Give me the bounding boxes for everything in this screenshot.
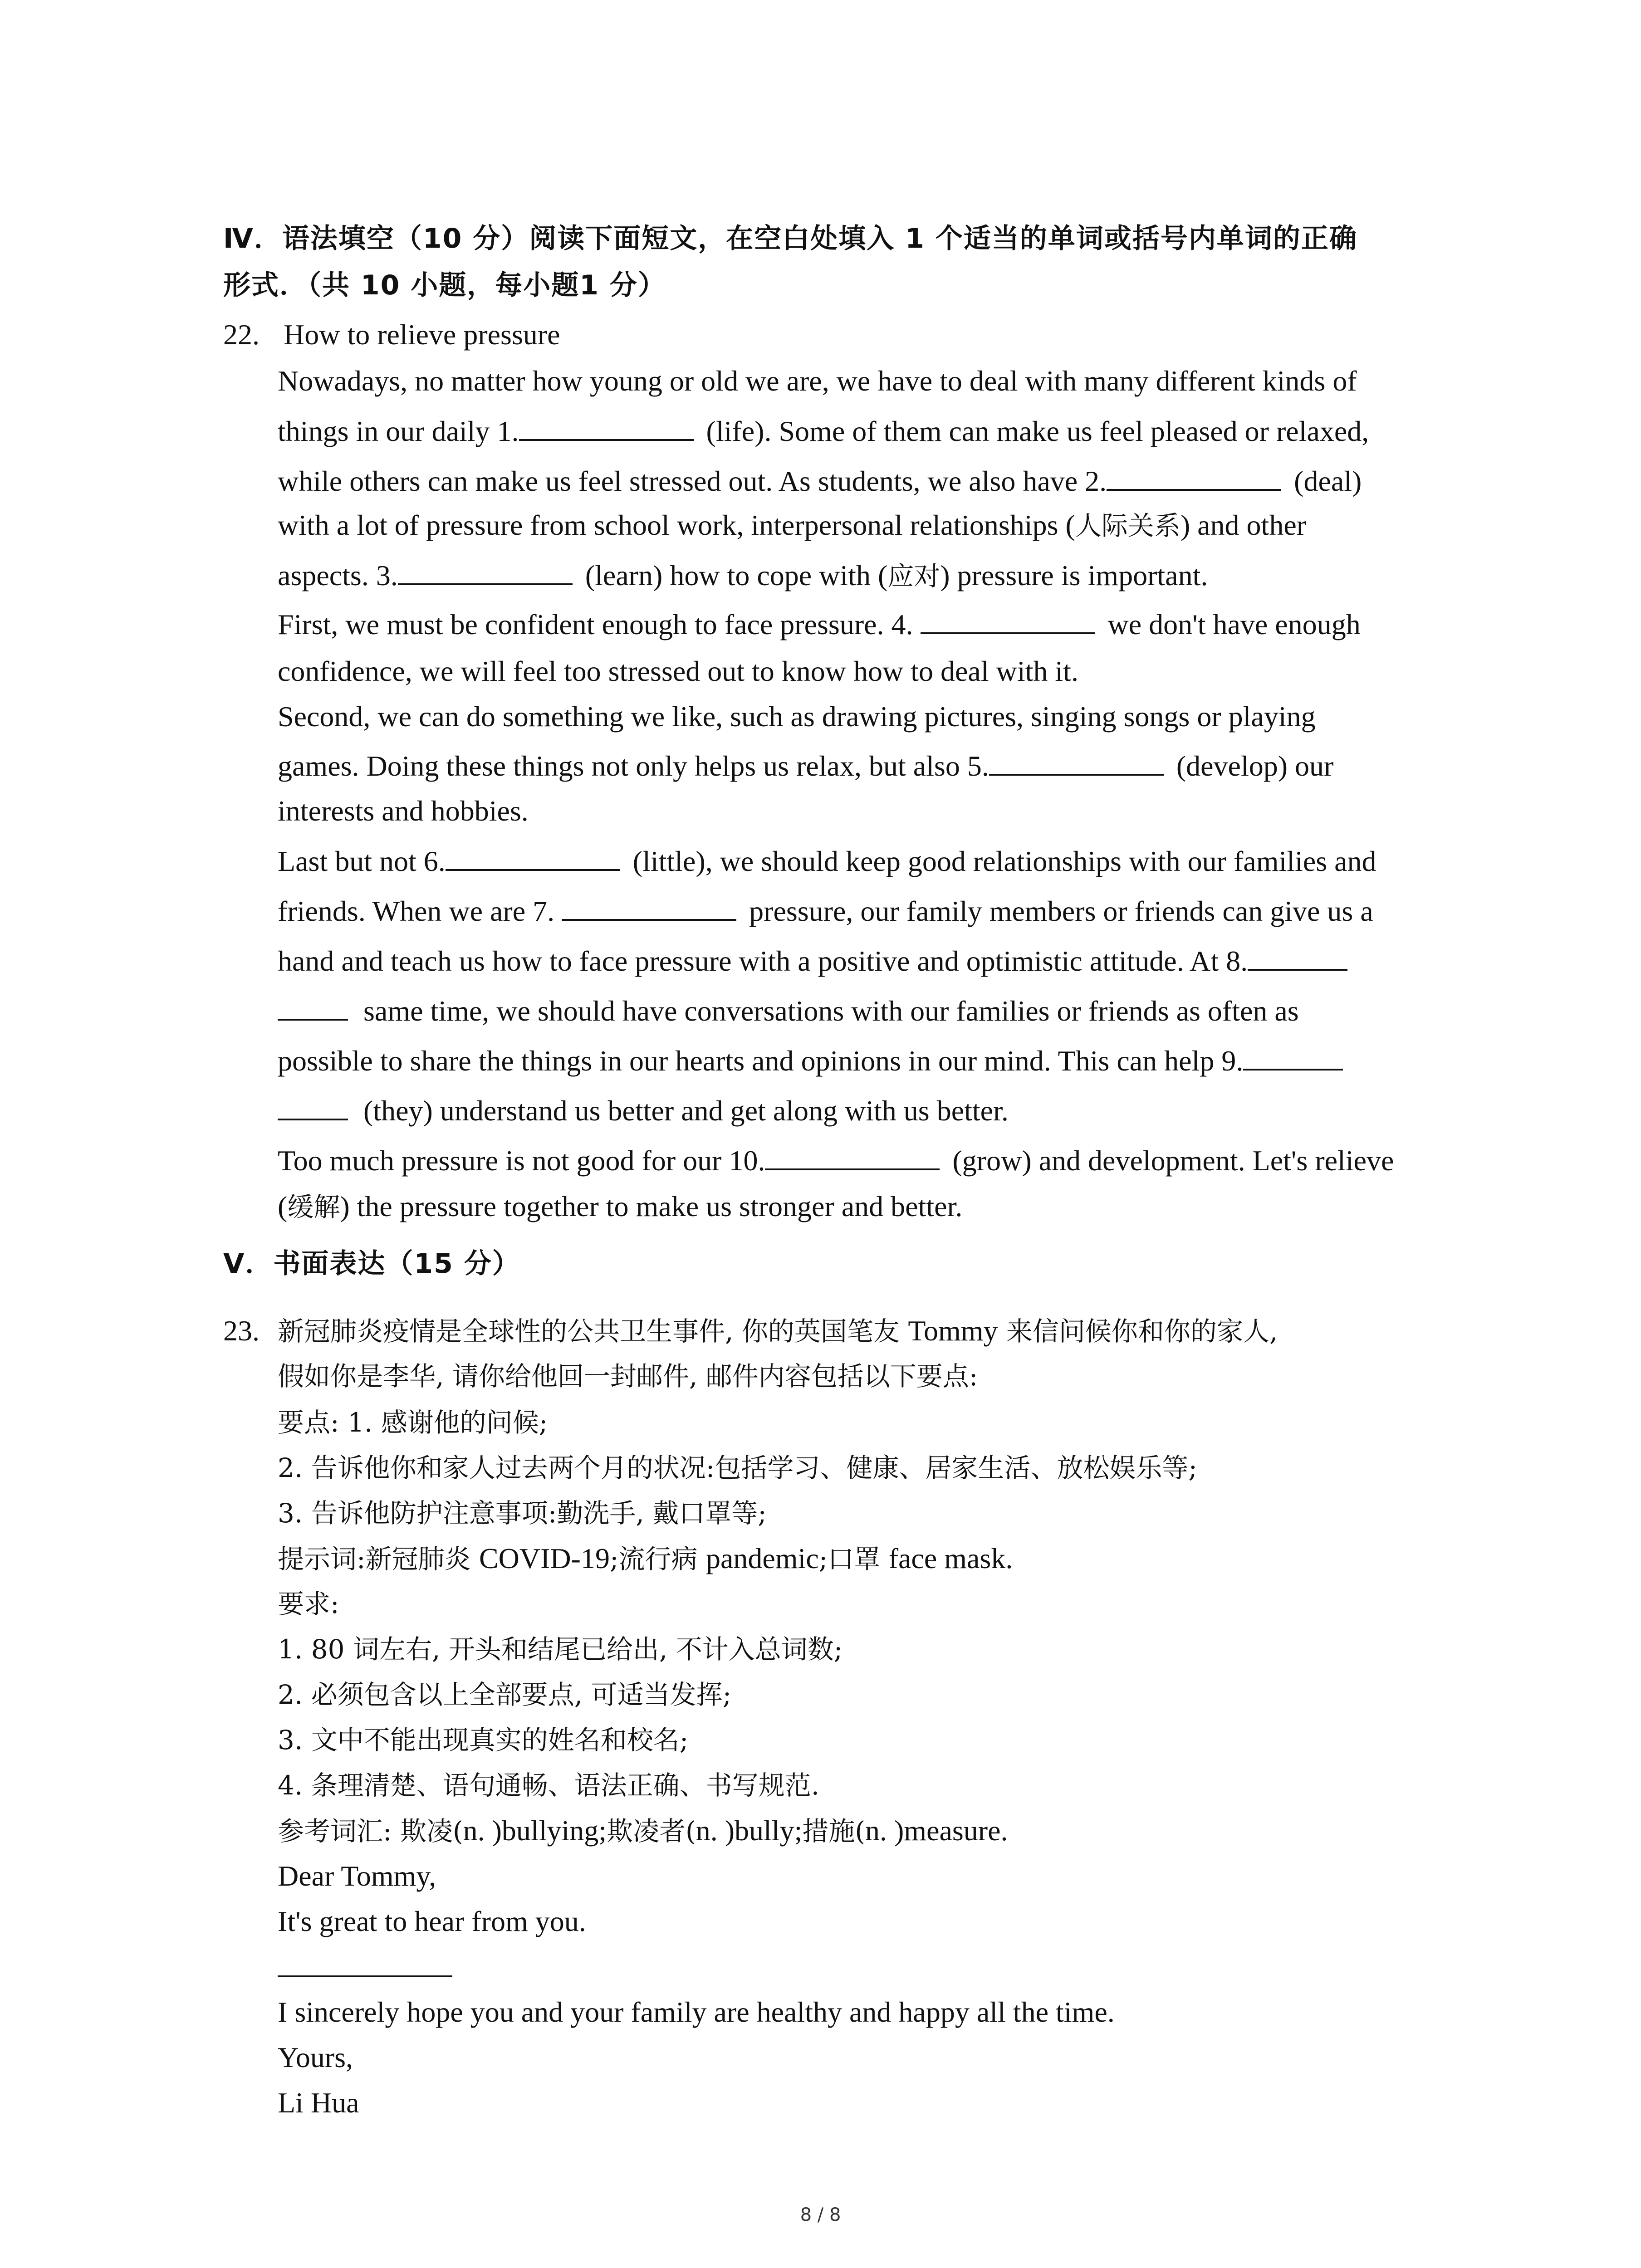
passage-line: aspects. 3. (learn) how to cope with (应对) pressure is important. [278, 557, 1208, 594]
passage-line: Too much pressure is not good for our 10. (grow) and development. Let's relieve [278, 1142, 1394, 1179]
letter-signature: Li Hua [278, 2087, 359, 2119]
blank-6[interactable] [446, 843, 620, 871]
blank-3[interactable] [398, 557, 573, 585]
blank-8-continuation[interactable] [278, 992, 348, 1021]
blank-7[interactable] [562, 893, 736, 921]
section-4-title-line-2: 形式．（共 10 小题，每小题1 分） [223, 269, 666, 301]
blank-10[interactable] [765, 1142, 940, 1170]
passage-line: games. Doing these things not only helps us relax, but also 5. (develop) our [278, 748, 1333, 784]
section-5-title: Ⅴ．书面表达（15 分） [223, 1248, 520, 1280]
letter-valediction: Yours, [278, 2041, 353, 2073]
prompt-line: 1. 80 词左右, 开头和结尾已给出, 不计入总词数; [278, 1634, 843, 1665]
blank-4[interactable] [921, 606, 1095, 634]
passage-line: same time, we should have conversations with our families or friends as often as [278, 992, 1299, 1029]
passage-line: (they) understand us better and get along with us better. [278, 1092, 1009, 1129]
passage-line: confidence, we will feel too stressed out to know how to deal with it. [278, 655, 1078, 687]
question-22-number: 22. [223, 318, 260, 351]
blank-5[interactable] [989, 748, 1164, 776]
page-number: 8 / 8 [800, 2204, 841, 2225]
prompt-line: 2. 必须包含以上全部要点, 可适当发挥; [278, 1679, 732, 1710]
prompt-line: 新冠肺炎疫情是全球性的公共卫生事件, 你的英国笔友 Tommy 来信问候你和你的家人, [278, 1315, 1278, 1347]
passage-line: with a lot of pressure from school work, interpersonal relationships (人际关系) and other [278, 509, 1307, 541]
prompt-line: 假如你是李华, 请你给他回一封邮件, 邮件内容包括以下要点: [278, 1361, 978, 1392]
passage-line: Second, we can do something we like, such as drawing pictures, singing songs or playing [278, 700, 1316, 733]
passage-line: First, we must be confident enough to face pressure. 4. we don't have enough [278, 606, 1361, 643]
prompt-line: 要点: 1. 感谢他的问候; [278, 1407, 548, 1438]
blank-8[interactable] [1248, 943, 1347, 971]
passage-line: friends. When we are 7. pressure, our family members or friends can give us a [278, 893, 1373, 929]
prompt-line: 3. 文中不能出现真实的姓名和校名; [278, 1725, 689, 1755]
question-23-number: 23. [223, 1315, 260, 1347]
prompt-line: 2. 告诉他你和家人过去两个月的状况:包括学习、健康、居家生活、放松娱乐等; [278, 1452, 1197, 1483]
passage-line: while others can make us feel stressed out. As students, we also have 2. (deal) [278, 463, 1362, 499]
letter-closing: I sincerely hope you and your family are healthy and happy all the time. [278, 1996, 1115, 2028]
letter-opening: It's great to hear from you. [278, 1905, 586, 1937]
passage-line: Last but not 6. (little), we should keep good relationships with our families and [278, 843, 1376, 880]
blank-2[interactable] [1107, 463, 1281, 491]
blank-9[interactable] [1243, 1042, 1343, 1070]
prompt-line: 提示词:新冠肺炎 COVID-19;流行病 pandemic;口罩 face mask. [278, 1542, 1013, 1574]
passage-line: hand and teach us how to face pressure with a positive and optimistic attitude. At 8. [278, 943, 1347, 979]
passage-line: interests and hobbies. [278, 795, 529, 827]
passage-line: Nowadays, no matter how young or old we are, we have to deal with many different kinds of [278, 365, 1357, 397]
letter-greeting: Dear Tommy, [278, 1860, 436, 1892]
passage-line: (缓解) the pressure together to make us stronger and better. [278, 1190, 963, 1222]
question-22-title: How to relieve pressure [284, 318, 560, 351]
prompt-line: 3. 告诉他防护注意事项:勤洗手, 戴口罩等; [278, 1498, 767, 1529]
prompt-line: 4. 条理清楚、语句通畅、语法正确、书写规范. [278, 1770, 820, 1801]
prompt-line: 参考词汇: 欺凌(n. )bullying;欺凌者(n. )bully;措施(n. )measure. [278, 1814, 1008, 1847]
blank-1[interactable] [519, 413, 694, 441]
section-4-title-line-1: Ⅳ．语法填空（10 分）阅读下面短文，在空白处填入 1 个适当的单词或括号内单词的正确 [223, 223, 1357, 254]
passage-line: things in our daily 1. (life). Some of them can make us feel pleased or relaxed, [278, 413, 1369, 450]
blank-9-continuation[interactable] [278, 1092, 348, 1120]
passage-line: possible to share the things in our hearts and opinions in our mind. This can help 9. [278, 1042, 1343, 1079]
prompt-line: 要求: [278, 1589, 339, 1619]
writing-answer-blank[interactable] [278, 1975, 452, 1977]
